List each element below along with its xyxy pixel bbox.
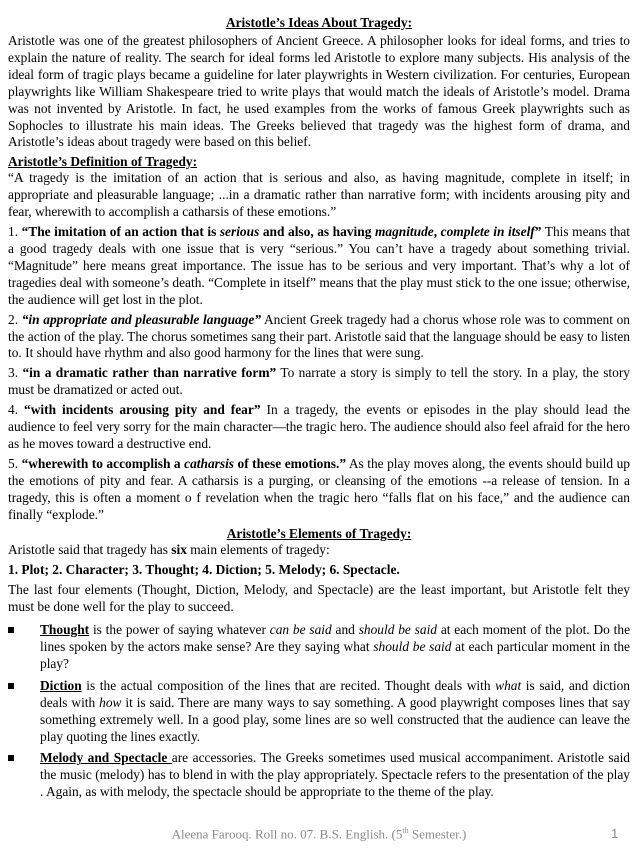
bullet-melody-spectacle: Melody and Spectacle are accessories. The Greeks sometimes used musical accompaniment. Aristotle said the music (melody) has to blend in with the play appropriately. Spectacle refers to the presentation of the play . Again, as with melody, the spectacle should be appropriate to the theme of the play. <box>8 750 630 801</box>
elements-heading: Aristotle’s Elements of Tragedy: <box>226 526 412 542</box>
square-bullet-icon <box>8 755 14 761</box>
point-5: 5. “wherewith to accomplish a catharsis of these emotions.” As the play moves along, the events should build up the emotions of pity and fear. A catharsis is a purging, or cleansing of the emotions --a release of tension. In a tragedy, this is often a moment o f revelation when the tragic hero “falls flat on his face,” and the audience can finally “explode.” <box>8 455 630 522</box>
definition-heading: Aristotle’s Definition of Tragedy: <box>8 154 198 170</box>
point-2: 2. “in appropriate and pleasurable language” Ancient Greek tragedy had a chorus whose role was to comment on the action of the play. The chorus sometimes sang their part. Aristotle said that the language should be easy to listen to. It should have rhythm and also good harmony for the lines that were sung. <box>8 311 630 361</box>
bullet-thought: Thought is the power of saying whatever can be said and should be said at each moment of the plot. Do the lines spoken by the actors make sense? Are they saying what should be said at each particular moment in the play? <box>8 622 630 673</box>
document-title: Aristotle’s Ideas About Tragedy: <box>225 15 413 30</box>
point-4: 4. “with incidents arousing pity and fear” In a tragedy, the events or episodes in the play should lead the audience to feel very sorry for the main character—the tragic hero. The audience should also feel afraid for the hero as he moves toward a destructive end. <box>8 402 630 451</box>
document-page <box>8 14 630 806</box>
bullet-diction: Diction is the actual composition of the lines that are recited. Thought deals with what is said, and diction deals with how it is said. There are many ways to say something. A good playwright composes lines that say something extremely well. In a good play, some lines are so well constructed that the audience can leave the play quoting the lines exactly. <box>8 678 630 746</box>
intro-paragraph: Aristotle was one of the greatest philosophers of Ancient Greece. A philosopher looks for ideal forms, and tries to explain the nature of reality. The search for ideal forms led Aristotle to explore many subjects. His analysis of the ideal form of tragic plays became a guideline for later playwrights in Western civilization. For centuries, European playwrights like William Shakespeare tried to write plays that would match the ideals of Aristotle’s model. Drama was not invented by Aristotle. In fact, he used examples from the works of famous Greek playwrights such as Sophocles to illustrate his main ideas. The Greeks believed that tragedy was the highest form of drama, and Aristotle’s ideas about tragedy were based on this belief. <box>8 33 630 150</box>
point-3: 3. “in a dramatic rather than narrative form” To narrate a story is simply to tell the story. In a play, the story must be dramatized or acted out. <box>8 365 630 398</box>
definition-quote: “A tragedy is the imitation of an action that is serious and also, as having magnitude, complete in itself; in appropriate and pleasurable language; ...in a dramatic rather than narrative form; with incidents arousing pity and fear, wherewith to accomplish a catharsis of these emotions.” <box>8 170 630 220</box>
elements-bullet-list <box>8 622 630 801</box>
page-number: 1 <box>611 826 619 841</box>
page-footer: Aleena Farooq. Roll no. 07. B.S. English. (5th Semester.) <box>171 826 467 842</box>
square-bullet-icon <box>8 627 14 633</box>
elements-list: 1. Plot; 2. Character; 3. Thought; 4. Diction; 5. Melody; 6. Spectacle. <box>8 562 400 578</box>
square-bullet-icon <box>8 683 14 689</box>
elements-note: The last four elements (Thought, Diction, Melody, and Spectacle) are the least important, but Aristotle felt they must be done well for the play to succeed. <box>8 582 630 615</box>
elements-intro: Aristotle said that tragedy has six main elements of tragedy: <box>8 542 330 558</box>
point-1: 1. “The imitation of an action that is serious and also, as having magnitude, complete in itself” This means that a good tragedy deals with one issue that is very “serious.” You can’t have a tragedy about something trivial. “Magnitude” here means great importance. The issue has to be serious and very important. That’s why a lot of tragedies deal with someone’s death. “Complete in itself” means that the play must stick to the one issue; otherwise, the audience will get lost in the plot. <box>8 224 631 307</box>
